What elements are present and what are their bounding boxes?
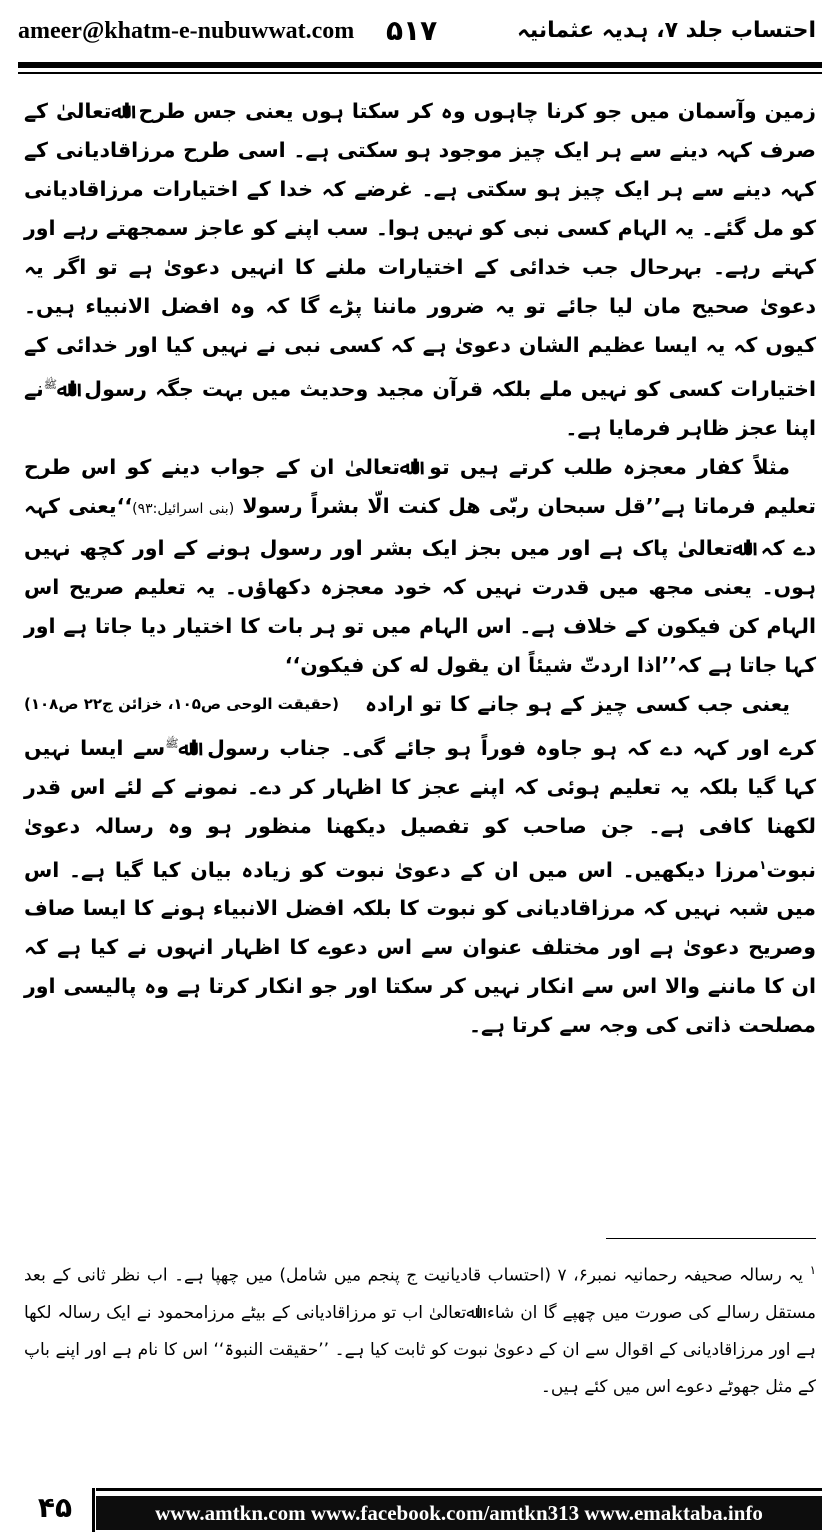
header-page-number: ۵۱۷ (386, 14, 438, 47)
paragraph-1 (24, 92, 816, 448)
quran-verse: قل سبحان ربّی هل کنت الّا بشراً رسولا (242, 493, 646, 518)
footer-page-badge: ۴۵ (18, 1488, 95, 1532)
footnote-text: یہ رسالہ صحیفہ رحمانیہ نمبر۶، ۷ (احتساب قادیانیت ج پنجم میں شامل) میں چھپا ہے۔ اب نظر ثانی کے بعد مستقل رسالے کی صورت میں چھپے گا ان شاء اﷲتعالیٰ اب تو مرزاقادیانی کے بیٹے مرزامحمود نے ایک رسالہ لکھا ہے اور مرزاقادیانی کے اقوال سے ان کے دعویٰ نبوت کو ثابت کیا ہے۔ ’’حقیقت النبوۃ‘‘ اس کا نام ہے اور اپنے باپ کے مثل جھوٹے دعوے اس میں کئے ہیں۔ (24, 1265, 816, 1397)
footnote-mark: ۱ (809, 1263, 817, 1277)
citation: (حقیقت الوحی ص۱۰۵، خزائن ج۲۲ ص۱۰۸) (24, 694, 339, 713)
paragraph-3-tail: مرزا دیکھیں۔ اس میں ان کے دعویٰ نبوت کو زیادہ بیان کیا گیا ہے۔ اس میں شبہ نہیں کہ مرزاقادیانی کو نبوت کا بلکہ افضل الانبیاء ہونے کا ایسا صاف وصریح دعویٰ ہے اور مختلف عنوان سے اس دعوے کا اظہار انہوں نے کیا ہے کہ ان کا ماننے والا اس سے انکار نہیں کر سکتا اور جو انکار کرتا ہے وہ پالیسی اور مصلحت ذاتی کی وجہ سے کرتا ہے۔ (24, 857, 816, 1038)
paragraph-3-end: سے ایسا نہیں کہا گیا بلکہ یہ تعلیم ہوئی کہ اپنے عجز کا اظہار کر دے۔ نمونے کے لئے اس قدر لکھنا کافی ہے۔ جن صاحب کو تفصیل دیکھنا منظور ہو وہ رسالہ دعویٰ نبوت (24, 735, 816, 882)
header-rule-thick (18, 62, 822, 68)
page-header (18, 14, 822, 58)
paragraph-2 (24, 448, 817, 713)
ilham-quote: اذا اردتّ شیئاً ان یقول له کن فیکون (300, 652, 662, 677)
main-text (24, 92, 816, 1045)
paragraph-2-mid: ‘‘یعنی کہہ دے کہ اﷲتعالیٰ پاک ہے اور میں بجز ایک بشر اور رسول ہونے کے اور کچھ نہیں ہوں۔ یعنی مجھ میں قدرت نہیں کہ خود معجزہ دکھاؤں۔ یہ تعلیم صریح اس الہام (24, 493, 817, 638)
header-email[interactable]: ameer@khatm-e-nubuwwat.com (18, 18, 355, 44)
paragraph-1-end: نے اپنا عجز ظاہر فرمایا ہے۔ (24, 376, 816, 440)
header-book-title: احتساب جلد ۷، ہدیہ عثمانیہ (516, 18, 816, 43)
paragraph-1-text: زمین وآسمان میں جو کرنا چاہوں وہ کر سکتا ہوں یعنی جس طرح اﷲتعالیٰ کے صرف کہہ دینے سے ہر ایک چیز موجود ہو سکتی ہے۔ اسی طرح مرزاقادیانی کے کہہ دینے سے ہر ایک چیز ہو سکتی ہے۔ غرضے کہ خدا کے اختیارات مرزاقادیانی کو مل گئے۔ یہ الہام کسی نبی کو نہیں ہوا۔ سب اپنے کو عاجز سمجھتے رہے اور کہتے رہے۔ بہرحال جب خدائی کے اختیارات ملنے کا انہیں دعویٰ ہے تو اگر یہ دعویٰ صحیح مان لیا جائے تو یہ ضرور ماننا پڑے گا کہ وہ افضل الانبیاء ہیں۔ کیوں کہ یہ ایسا عظیم الشان دعویٰ ہے کہ کسی نبی نے نہیں کیا اور خدائی کے اختیارات کسی کو نہیں ملے بلکہ قرآن مجید وحدیث میں بہت جگہ رسول اﷲ (24, 99, 816, 401)
honorific-mark: ﷺ (43, 378, 58, 391)
paragraph-3 (24, 685, 816, 1046)
footnote-divider (606, 1238, 816, 1239)
verse-reference: (بنی اسرائیل:۹۳) (132, 500, 235, 517)
quote-close: ‘‘ (284, 652, 301, 677)
paragraph-2-start: مثلاً کفار معجزہ طلب کرتے ہیں تو اﷲتعالیٰ ان کے جواب دینے کو اس طرح تعلیم فرماتا ہے’’ (24, 454, 816, 518)
honorific-mark: ﷺ (165, 736, 179, 750)
kun-fayakun: کن فیکون (656, 613, 759, 638)
paragraph-2-mid2: کے خلاف ہے۔ اس الہام میں تو ہر بات کا اختیار دیا جاتا ہے اور کہا جاتا ہے کہ’’ (24, 613, 816, 677)
footer-rule (96, 1488, 822, 1491)
footnote (24, 1252, 816, 1406)
footer-links[interactable]: www.amtkn.com www.facebook.com/amtkn313 www.emaktaba.info (96, 1496, 822, 1530)
header-rule-thin (18, 72, 822, 74)
footnote-reference[interactable]: ۱ (759, 857, 767, 872)
paragraph-3-text: یعنی جب کسی چیز کے ہو جانے کا تو ارادہ کرے اور کہہ دے کہ ہو جاوہ فوراً ہو جائے گی۔ جناب رسول اﷲ (178, 691, 816, 760)
page-footer (18, 1488, 822, 1532)
